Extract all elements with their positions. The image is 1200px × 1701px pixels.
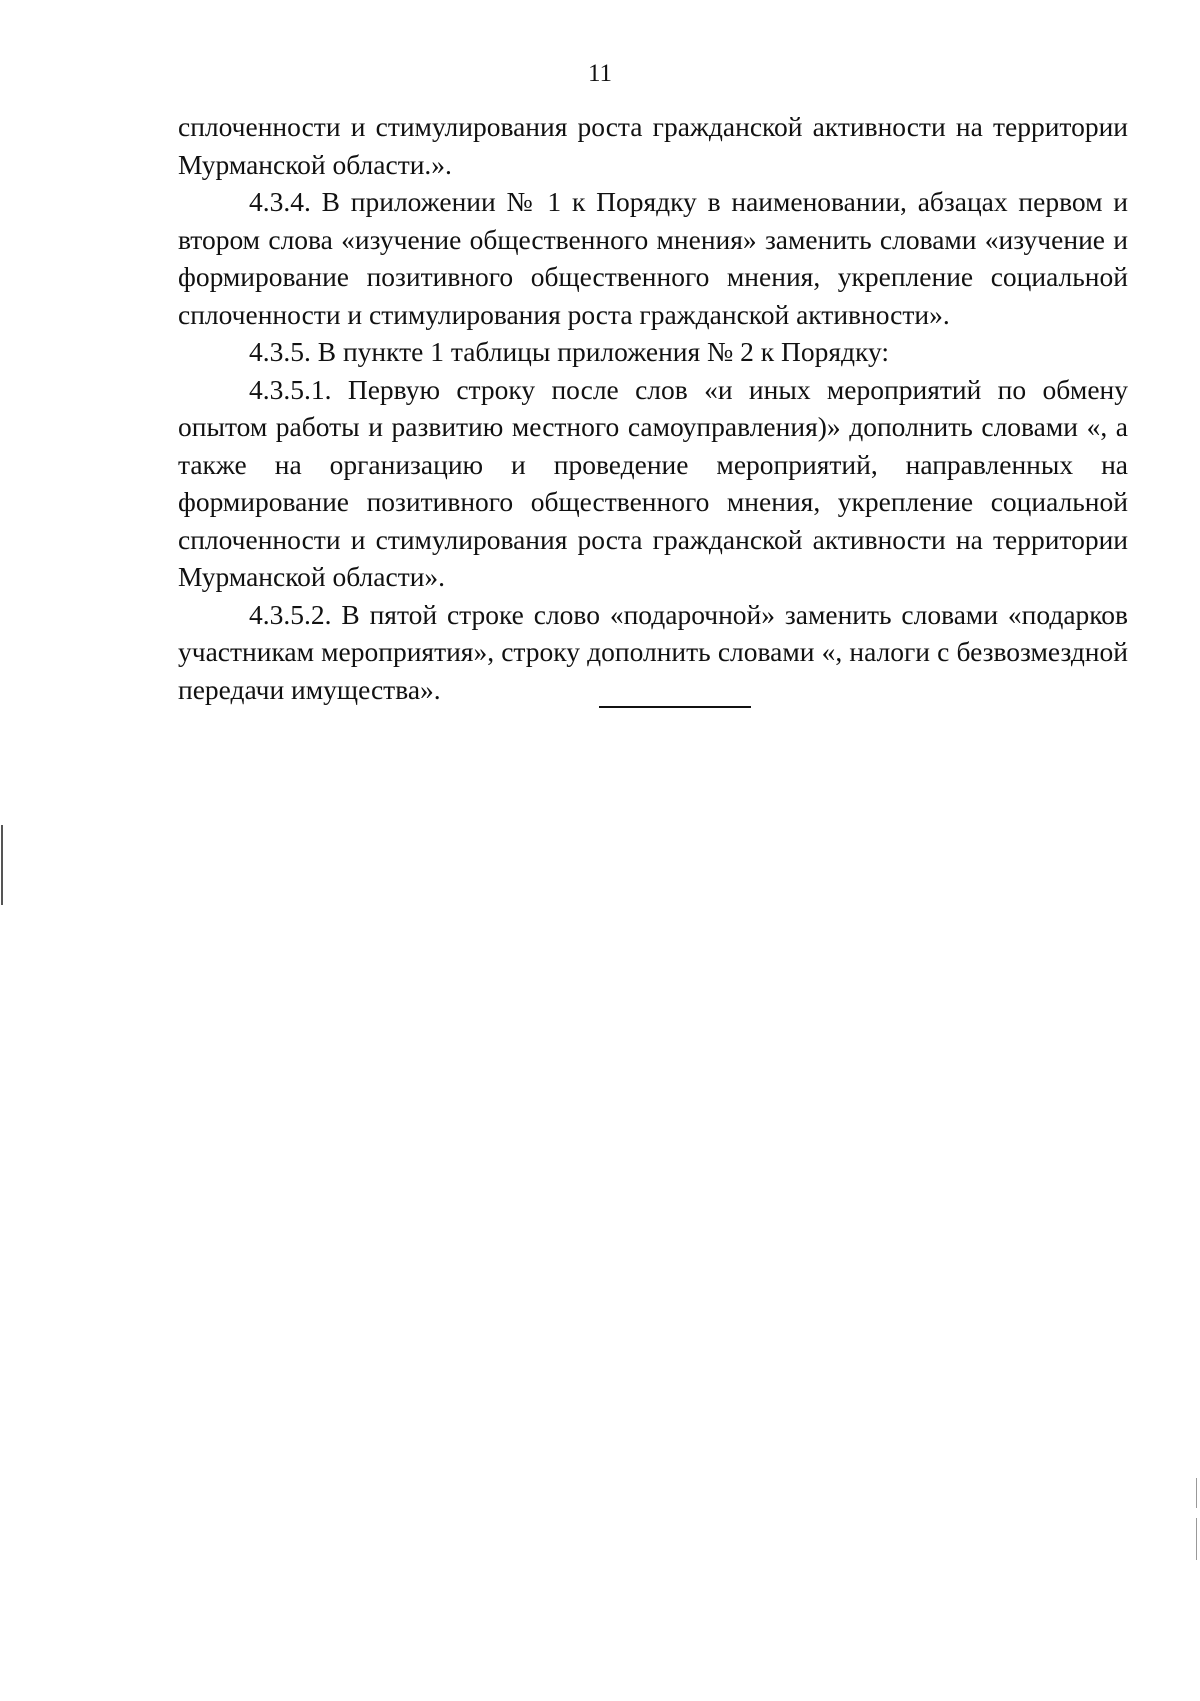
document-body bbox=[178, 108, 1128, 708]
scan-edge-mark bbox=[1196, 1478, 1197, 1508]
scan-edge-mark bbox=[1196, 1518, 1197, 1560]
scan-edge-mark bbox=[1, 825, 3, 905]
paragraph-continuation: сплоченности и стимулирования роста гражданской активности на территории Мурманской области.». bbox=[178, 111, 1128, 180]
end-separator-line bbox=[599, 706, 751, 708]
page-number: 11 bbox=[587, 60, 613, 87]
paragraph-4-3-5-2: 4.3.5.2. В пятой строке слово «подарочной» заменить словами «подарков участникам мероприятия», строку дополнить словами «, налоги с безвозмездной передачи имущества». bbox=[178, 598, 1128, 705]
paragraph-4-3-5: 4.3.5. В пункте 1 таблицы приложения № 2 к Порядку: bbox=[249, 336, 889, 367]
paragraph-4-3-5-1: 4.3.5.1. Первую строку после слов «и иных мероприятий по обмену опытом работы и развитию местного самоуправления)» дополнить словами «, а также на организацию и проведение мероприятий, направленных на формирование позитивного общественного мнения, укрепление социальной сплоченности и стимулирования роста гражданской активности на территории Мурманской области». bbox=[178, 373, 1128, 592]
paragraph-4-3-4: 4.3.4. В приложении № 1 к Порядку в наименовании, абзацах первом и втором слова «изучение общественного мнения» заменить словами «изучение и формирование позитивного общественного мнения, укрепление социальной сплоченности и стимулирования роста гражданской активности». bbox=[178, 186, 1128, 330]
